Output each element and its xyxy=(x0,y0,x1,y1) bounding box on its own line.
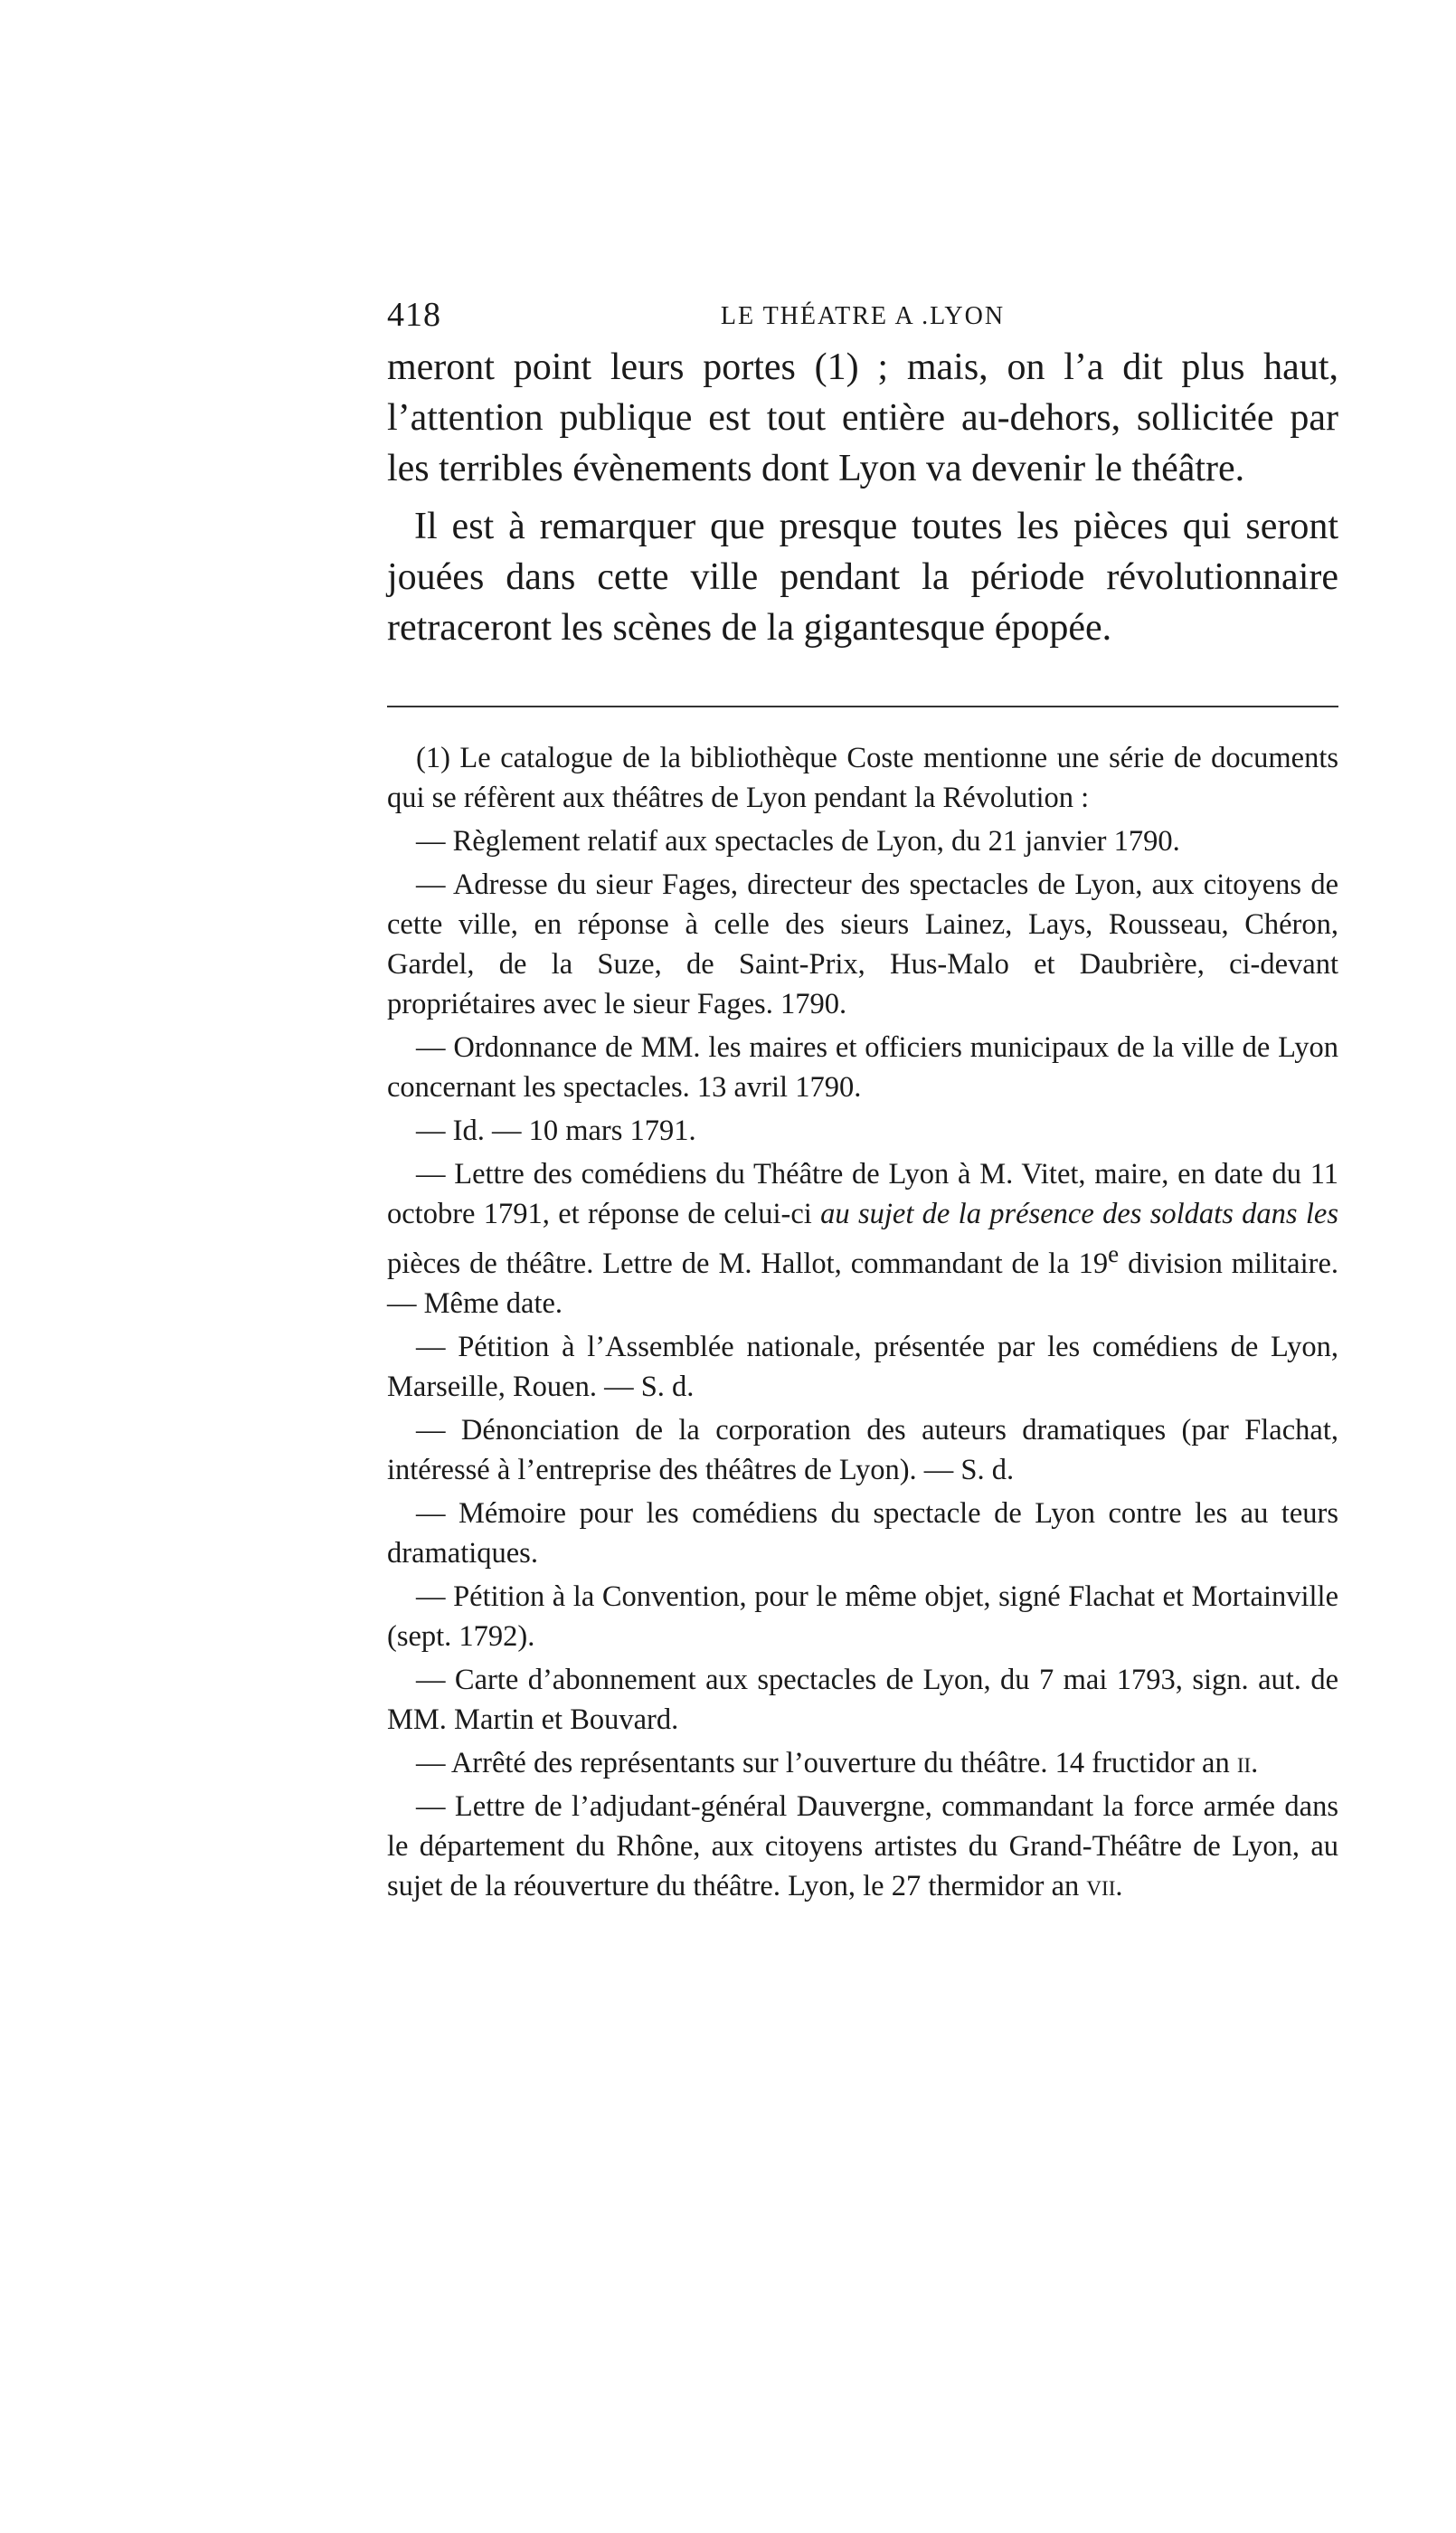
running-title: LE THÉATRE A .LYON xyxy=(720,302,1006,330)
footnote-item xyxy=(387,1787,1338,1906)
main-text xyxy=(387,342,1338,653)
footnote-item: — Mémoire pour les comédiens du spectacle de Lyon contre les au teurs dramatiques. xyxy=(387,1496,1338,1570)
footnote-item: — Pétition à la Convention, pour le même objet, signé Flachat et Mortainville (sept. 1792). xyxy=(387,1580,1338,1653)
footnote-text: division militaire. — Même date. xyxy=(387,1247,1338,1320)
book-page xyxy=(387,288,1338,1906)
footnote-text: — Lettre des comédiens du Théâtre de Lyon à M. Vitet, maire, en date du 11 octobre 1791, et réponse de celui-ci xyxy=(387,1158,1338,1230)
footnote-intro: (1) Le catalogue de la bibliothèque Coste mentionne une série de documents qui se réfèrent aux théâtres de Lyon pendant la Révolution : xyxy=(387,742,1338,814)
footnote-divider xyxy=(387,706,1338,707)
paragraph: meront point leurs portes (1) ; mais, on l’a dit plus haut, l’attention publique est tout entière au-dehors, sollicitée par les terribles évènements dont Lyon va devenir le théâtre. xyxy=(387,346,1338,489)
page-number: 418 xyxy=(387,296,441,334)
footnote-text: — Arrêté des représentants sur l’ouverture du théâtre. 14 fructidor an xyxy=(416,1746,1237,1779)
footnote-text: — Lettre de l’adjudant-général Dauvergne, commandant la force armée dans le département du Rhône, aux citoyens artistes du Grand-Théâtre de Lyon, au sujet de la réouverture du théâtre. Lyon, le 27 thermidor an xyxy=(387,1789,1338,1902)
footnote-item: — Id. — 10 mars 1791. xyxy=(416,1115,696,1147)
running-head xyxy=(387,288,1338,342)
footnote xyxy=(387,738,1338,1906)
footnote-item xyxy=(387,1154,1338,1323)
paragraph: Il est à remarquer que presque toutes les pièces qui seront jouées dans cette ville pendant la période révolutionnaire retraceront les scènes de la gigantesque épopée. xyxy=(387,506,1338,649)
footnote-item: — Carte d’abonnement aux spectacles de Lyon, du 7 mai 1793, sign. aut. de MM. Martin et Bouvard. xyxy=(387,1663,1338,1736)
roman-numeral: ii. xyxy=(1236,1746,1259,1779)
footnote-item: — Dénonciation de la corporation des auteurs dramatiques (par Flachat, intéressé à l’entreprise des théâtres de Lyon). — S. d. xyxy=(387,1413,1338,1486)
footnote-text: pièces de théâtre. Lettre de M. Hallot, commandant de la 19 xyxy=(387,1247,1109,1280)
footnote-item xyxy=(387,1743,1338,1783)
footnote-item: — Pétition à l’Assemblée nationale, présentée par les comédiens de Lyon, Marseille, Rouen. — S. d. xyxy=(387,1330,1338,1403)
superscript: e xyxy=(1108,1240,1120,1267)
footnote-item: — Ordonnance de MM. les maires et officiers municipaux de la ville de Lyon concernant les spectacles. 13 avril 1790. xyxy=(387,1031,1338,1104)
footnote-item: — Adresse du sieur Fages, directeur des spectacles de Lyon, aux citoyens de cette ville, en réponse à celle des sieurs Lainez, Lays, Rousseau, Chéron, Gardel, de la Suze, de Saint-Prix, Hus-Malo et Daubrière, ci-devant propriétaires avec le sieur Fages. 1790. xyxy=(387,868,1338,1020)
roman-numeral: vii. xyxy=(1086,1869,1123,1902)
footnote-item: — Règlement relatif aux spectacles de Lyon, du 21 janvier 1790. xyxy=(416,825,1180,858)
footnote-italic-text: au sujet de la présence des soldats dans les xyxy=(820,1198,1338,1230)
